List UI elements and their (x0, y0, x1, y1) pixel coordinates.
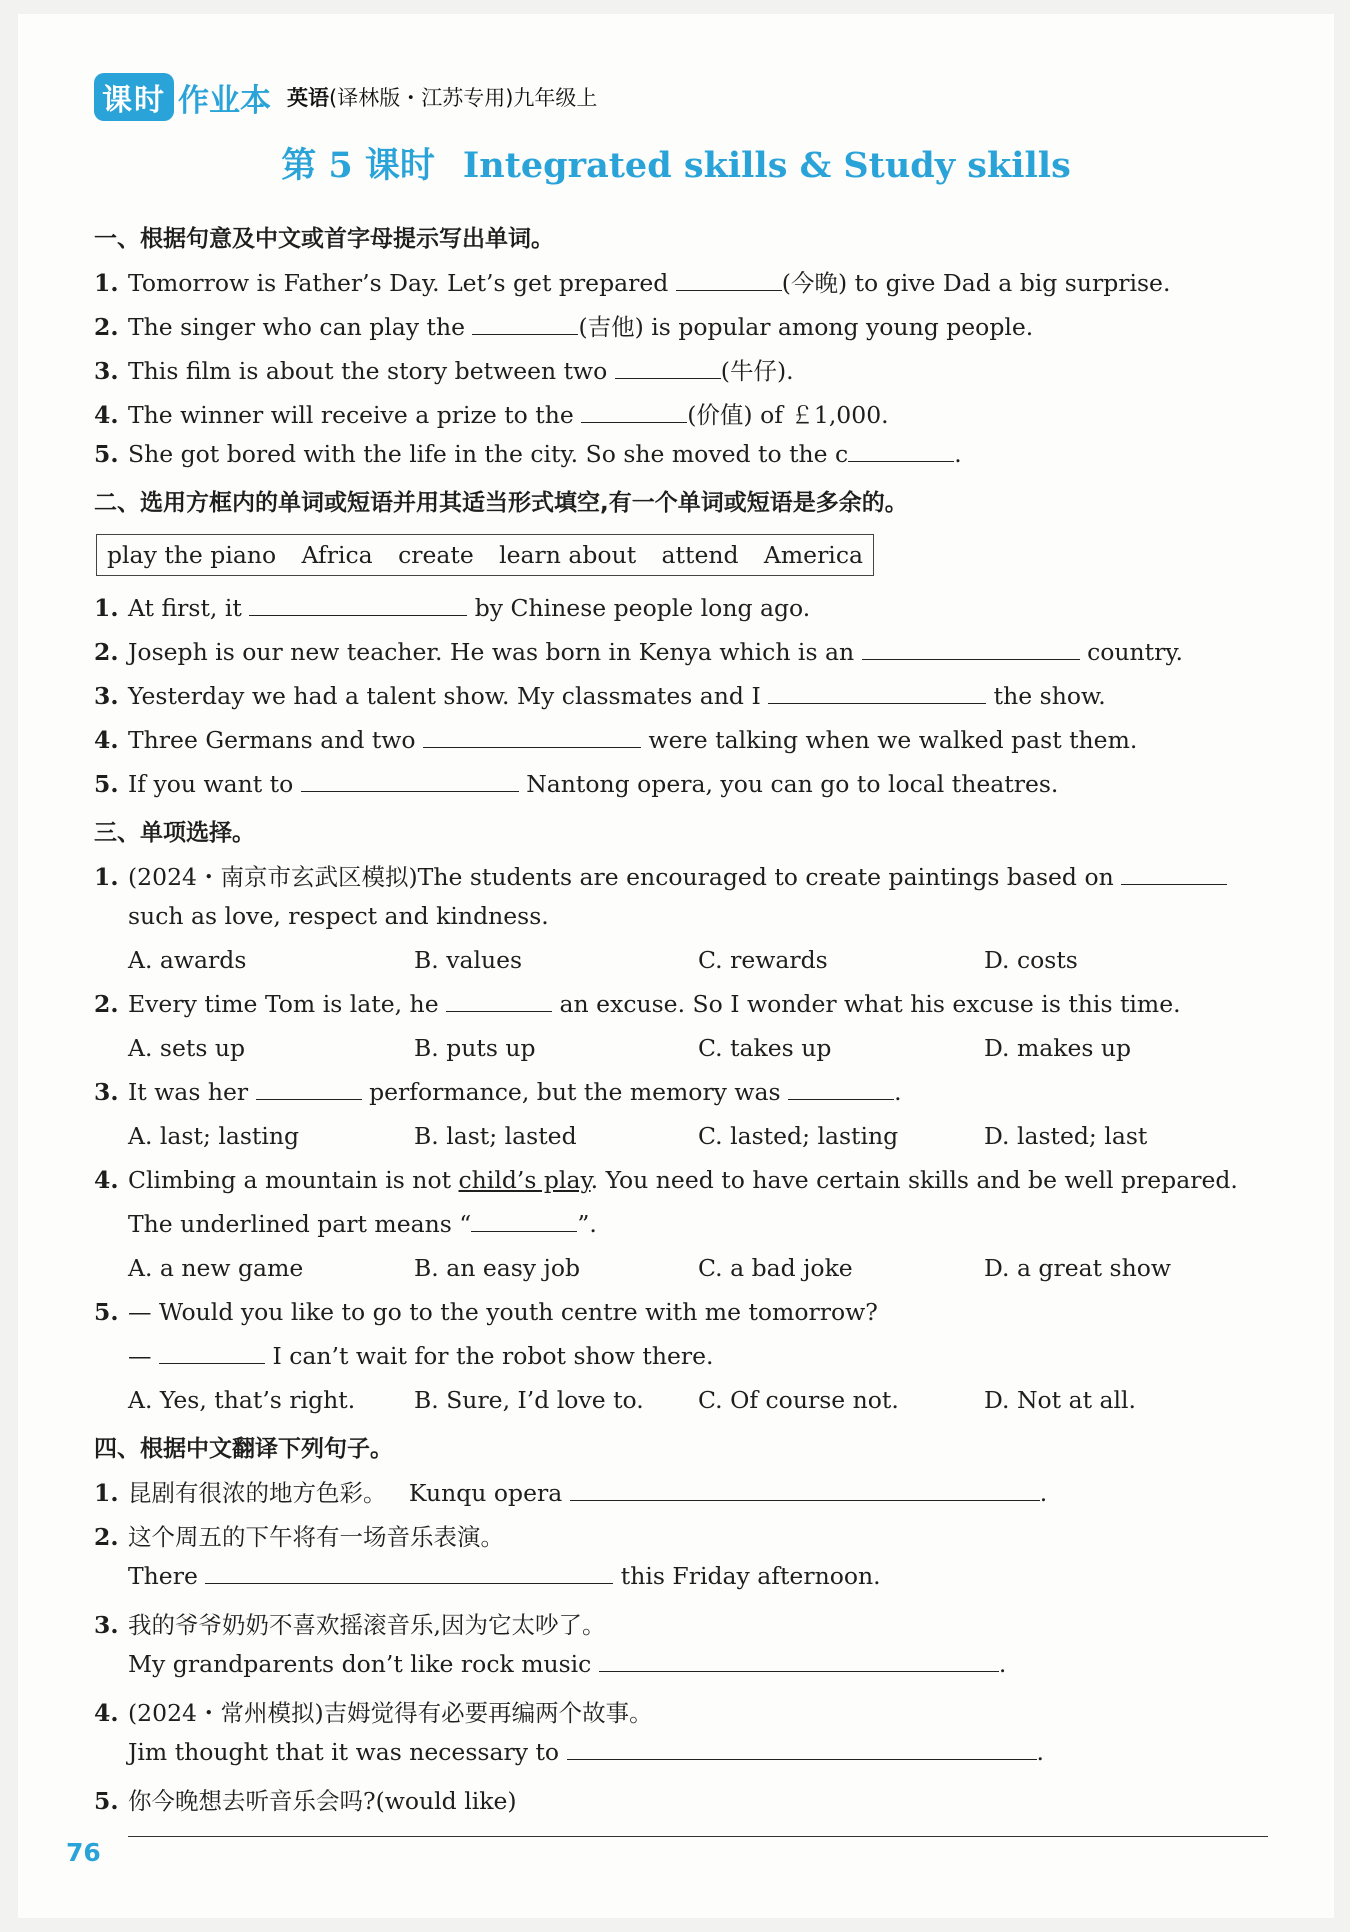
option-a[interactable]: A. awards (128, 946, 247, 974)
option-a[interactable]: A. Yes, that’s right. (128, 1386, 356, 1414)
section1-heading: 一、根据句意及中文或首字母提示写出单词。 (94, 226, 554, 252)
s2-q4: 4. Three Germans and two were talking when we walked past them. (94, 726, 1138, 754)
answer-blank[interactable] (567, 1739, 1037, 1760)
s4-q3-en: My grandparents don’t like rock music . (128, 1650, 1007, 1678)
word-bank-item: attend (661, 541, 739, 569)
s3-q4-cont: The underlined part means “ ”. (128, 1210, 597, 1238)
option-c[interactable]: C. takes up (698, 1034, 832, 1062)
answer-blank[interactable] (301, 771, 519, 792)
answer-blank[interactable] (471, 1211, 577, 1232)
option-b[interactable]: B. puts up (414, 1034, 536, 1062)
word-bank-box (96, 534, 874, 576)
s3-q1: 1. (2024・南京市玄武区模拟)The students are encouraged to create paintings based on (94, 858, 1227, 892)
word-bank-item: Africa (301, 541, 373, 569)
s1-q1: 1. Tomorrow is Father’s Day. Let’s get prepared (今晚) to give Dad a big surprise. (94, 269, 1171, 297)
section2-heading: 二、选用方框内的单词或短语并用其适当形式填空,有一个单词或短语是多余的。 (94, 490, 908, 516)
answer-blank[interactable] (862, 639, 1080, 660)
page-number: 76 (66, 1838, 101, 1867)
s4-q4-en: Jim thought that it was necessary to . (128, 1738, 1044, 1766)
s2-q3: 3. Yesterday we had a talent show. My classmates and I the show. (94, 682, 1106, 710)
page-title: 第 5 课时 Integrated skills & Study skills (281, 145, 1071, 186)
s1-q3: 3. This film is about the story between two (牛仔). (94, 357, 794, 385)
s4-q1: 1. 昆剧有很浓的地方色彩。 Kunqu opera . (94, 1479, 1048, 1507)
word-bank-item: play the piano (107, 541, 277, 569)
option-c[interactable]: C. rewards (698, 946, 828, 974)
s3-q1-cont: such as love, respect and kindness. (128, 902, 549, 930)
s3-q3: 3. It was her performance, but the memory was . (94, 1078, 902, 1106)
answer-blank[interactable] (599, 1651, 999, 1672)
s3-q5-reply: — I can’t wait for the robot show there. (128, 1342, 714, 1370)
answer-blank[interactable] (1121, 864, 1227, 885)
s3-q2: 2. Every time Tom is late, he an excuse. So I wonder what his excuse is this time. (94, 990, 1181, 1018)
option-b[interactable]: B. last; lasted (414, 1122, 577, 1150)
underlined-phrase: child’s play (458, 1166, 591, 1194)
option-a[interactable]: A. sets up (128, 1034, 246, 1062)
s4-q5: 5. 你今晚想去听音乐会吗?(would like) (94, 1787, 517, 1815)
option-c[interactable]: C. Of course not. (698, 1386, 899, 1414)
brand-logo: 课时 (94, 73, 174, 121)
option-c[interactable]: C. lasted; lasting (698, 1122, 899, 1150)
s1-q4: 4. The winner will receive a prize to the (价值) of ￡1,000. (94, 401, 889, 429)
s4-q2: 2. 这个周五的下午将有一场音乐表演。 (94, 1523, 504, 1551)
option-d[interactable]: D. makes up (984, 1034, 1132, 1062)
word-bank-item: America (763, 541, 863, 569)
s4-q3: 3. 我的爷爷奶奶不喜欢摇滚音乐,因为它太吵了。 (94, 1611, 606, 1639)
book-info: 英语(译林版・江苏专用)九年级上 (287, 86, 598, 110)
option-d[interactable]: D. lasted; last (984, 1122, 1148, 1150)
option-d[interactable]: D. a great show (984, 1254, 1171, 1282)
answer-blank[interactable] (423, 727, 641, 748)
brand-name: 作业本 (178, 82, 271, 119)
option-c[interactable]: C. a bad joke (698, 1254, 853, 1282)
answer-blank[interactable] (159, 1343, 265, 1364)
answer-blank[interactable] (249, 595, 467, 616)
worksheet-page (18, 14, 1334, 1918)
s2-q2: 2. Joseph is our new teacher. He was born in Kenya which is an country. (94, 638, 1183, 666)
answer-blank[interactable] (788, 1079, 894, 1100)
book-header (94, 72, 597, 122)
s2-q5: 5. If you want to Nantong opera, you can go to local theatres. (94, 770, 1059, 798)
option-d[interactable]: D. Not at all. (984, 1386, 1137, 1414)
answer-blank[interactable] (256, 1079, 362, 1100)
s4-q4: 4. (2024・常州模拟)吉姆觉得有必要再编两个故事。 (94, 1699, 653, 1727)
answer-blank[interactable] (848, 441, 954, 462)
s1-q2: 2. The singer who can play the (吉他) is popular among young people. (94, 313, 1034, 341)
option-a[interactable]: A. last; lasting (128, 1122, 300, 1150)
answer-blank[interactable] (446, 991, 552, 1012)
s3-q5: 5. — Would you like to go to the youth centre with me tomorrow? (94, 1298, 878, 1326)
option-a[interactable]: A. a new game (128, 1254, 304, 1282)
s2-q1: 1. At first, it by Chinese people long ago. (94, 594, 811, 622)
answer-blank[interactable] (615, 358, 721, 379)
s1-q5: 5. She got bored with the life in the city. So she moved to the c . (94, 440, 962, 468)
answer-line[interactable] (128, 1836, 1268, 1837)
answer-blank[interactable] (570, 1480, 1040, 1501)
answer-blank[interactable] (676, 270, 782, 291)
option-b[interactable]: B. values (414, 946, 523, 974)
s4-q2-en: There this Friday afternoon. (128, 1562, 881, 1590)
answer-blank[interactable] (768, 683, 986, 704)
answer-blank[interactable] (472, 314, 578, 335)
s3-q4: 4. Climbing a mountain is not child’s play. You need to have certain skills and be well prepared. (94, 1166, 1238, 1194)
answer-blank[interactable] (581, 402, 687, 423)
section3-heading: 三、单项选择。 (94, 820, 255, 846)
word-bank-item: learn about (499, 541, 637, 569)
option-b[interactable]: B. an easy job (414, 1254, 581, 1282)
option-d[interactable]: D. costs (984, 946, 1078, 974)
word-bank-item: create (398, 541, 474, 569)
section4-heading: 四、根据中文翻译下列句子。 (94, 1436, 393, 1462)
option-b[interactable]: B. Sure, I’d love to. (414, 1386, 644, 1414)
answer-blank[interactable] (205, 1563, 613, 1584)
